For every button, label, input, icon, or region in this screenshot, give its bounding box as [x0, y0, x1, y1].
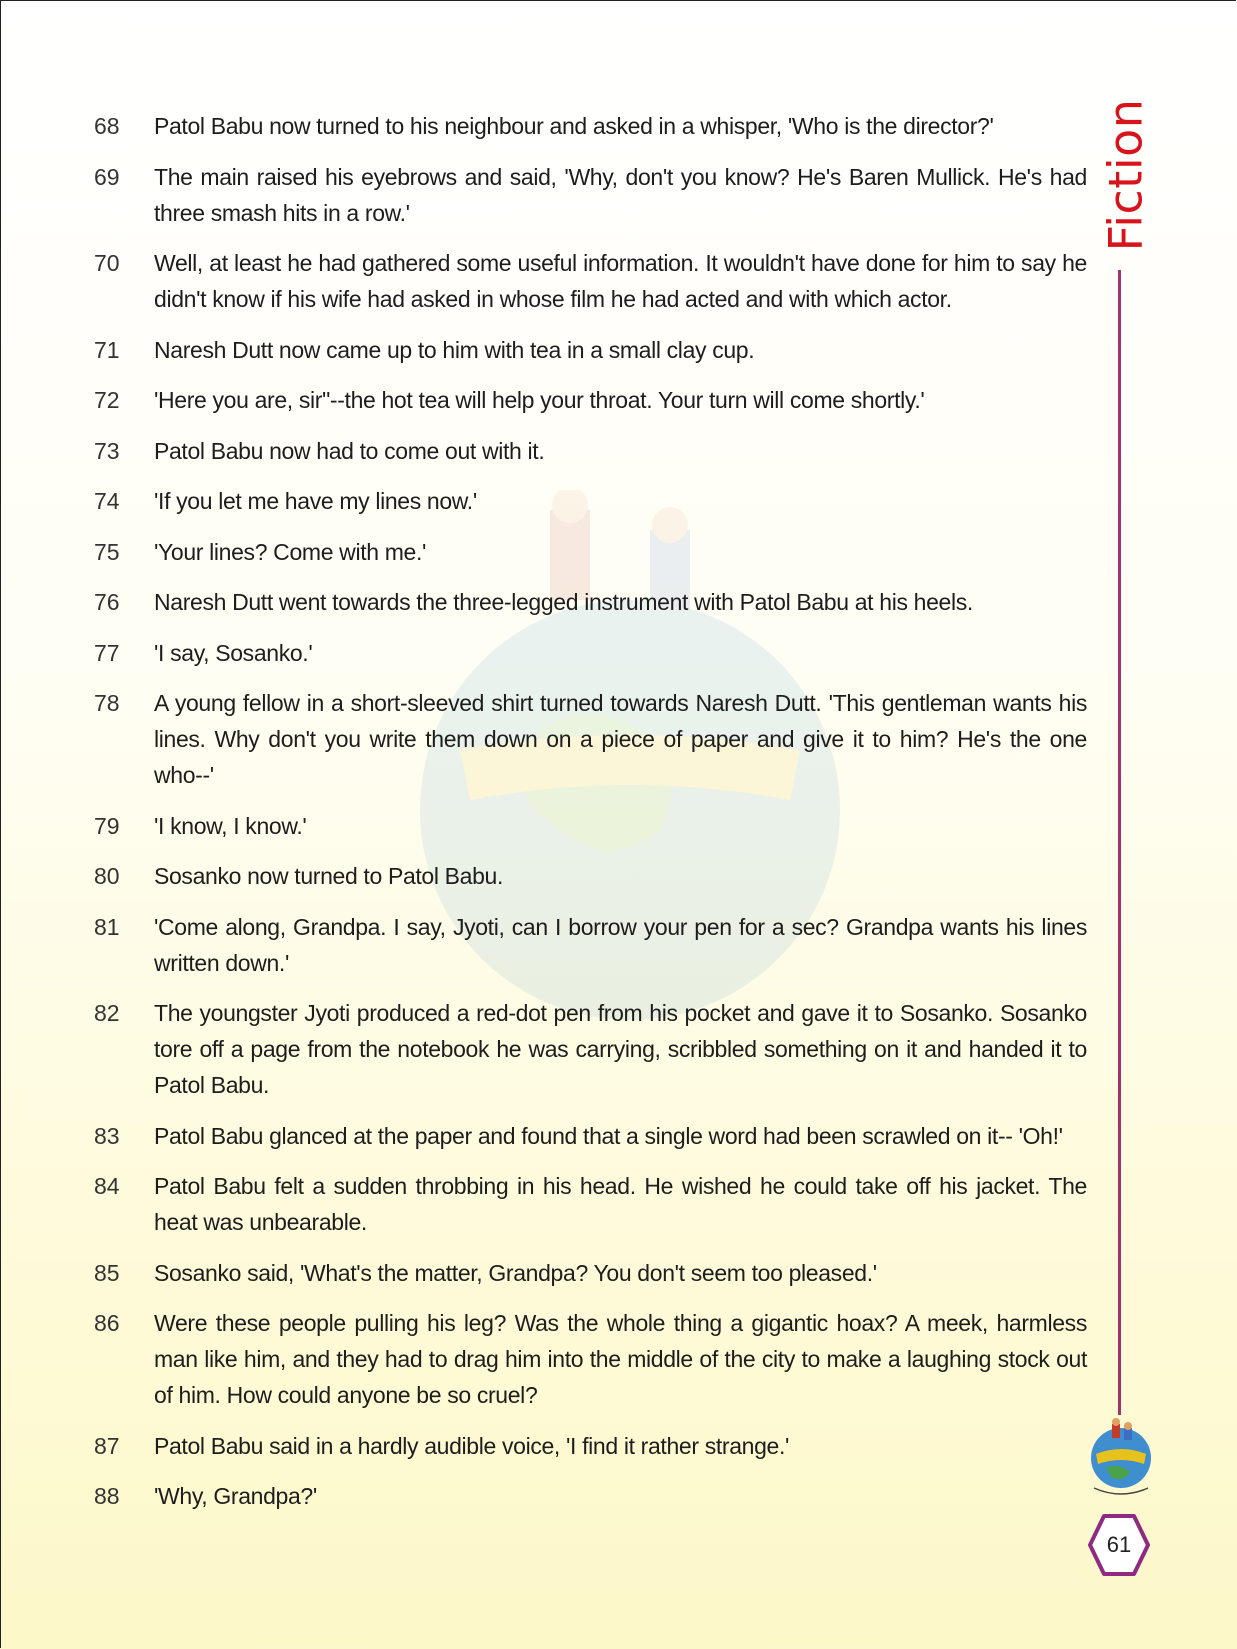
paragraph-number: 68	[94, 113, 120, 139]
paragraph-text: Naresh Dutt now came up to him with tea in a small clay cup.	[154, 336, 755, 363]
paragraph-text: A young fellow in a short-sleeved shirt turned towards Naresh Dutt. 'This gentleman wants his lines. Why don't you write them down on a piece of paper and give it to him? He's the one who--'	[154, 690, 1087, 788]
paragraph	[94, 534, 1087, 570]
paragraph	[94, 108, 1087, 144]
paragraph-text: Sosanko said, 'What's the matter, Grandpa? You don't seem too pleased.'	[154, 1259, 877, 1286]
paragraph-text: Sosanko now turned to Patol Babu.	[154, 863, 504, 889]
paragraph-number: 72	[94, 387, 120, 413]
page-number: 61	[1106, 1532, 1132, 1557]
paragraph-number: 77	[94, 639, 120, 666]
paragraph	[94, 808, 1087, 844]
paragraph-text: 'Why, Grandpa?'	[154, 1483, 317, 1509]
paragraph	[94, 245, 1087, 317]
paragraph	[94, 1168, 1087, 1240]
paragraph-number: 79	[94, 812, 120, 839]
paragraph	[94, 1305, 1087, 1413]
paragraph-number: 69	[94, 163, 120, 190]
cbse-grow-as-you-grow-logo-icon	[1082, 1418, 1160, 1500]
paragraph	[94, 1428, 1087, 1464]
side-rule	[1118, 270, 1121, 1415]
paragraph	[94, 995, 1087, 1103]
paragraph	[94, 635, 1087, 671]
paragraph	[94, 433, 1087, 469]
paragraph	[94, 685, 1087, 793]
paragraph	[94, 382, 1087, 418]
paragraph-number: 88	[94, 1483, 120, 1509]
paragraph-text: Well, at least he had gathered some useful information. It wouldn't have done for him to say he didn't know if his wife had asked in whose film he had acted and with which actor.	[154, 250, 1087, 312]
paragraph-text: 'I say, Sosanko.'	[154, 639, 313, 666]
paragraph-text: Patol Babu felt a sudden throbbing in his head. He wished he could take off his jacket. The heat was unbearable.	[154, 1173, 1087, 1235]
paragraph-text: 'Come along, Grandpa. I say, Jyoti, can I borrow your pen for a sec? Grandpa wants his lines written down.'	[154, 913, 1087, 976]
section-label-text: Fiction	[1098, 98, 1152, 252]
paragraph-number: 85	[94, 1259, 120, 1286]
paragraph-text: The youngster Jyoti produced a red-dot pen from his pocket and gave it to Sosanko. Sosanko tore off a page from the notebook he was carrying, scribbled something on it and handed it to Patol Babu.	[154, 1000, 1087, 1098]
paragraph-number: 78	[94, 690, 120, 716]
paragraph-text: Patol Babu now had to come out with it.	[154, 437, 545, 464]
paragraph-number: 75	[94, 538, 120, 565]
paragraph-number: 81	[94, 913, 120, 940]
paragraph	[94, 159, 1087, 231]
paragraph-number: 82	[94, 1000, 120, 1026]
section-label	[1098, 98, 1152, 252]
paragraph-text: 'Here you are, sir"--the hot tea will help your throat. Your turn will come shortly.'	[154, 387, 925, 413]
paragraph	[94, 1255, 1087, 1291]
paragraph-number: 70	[94, 250, 120, 276]
paragraph-text: Patol Babu glanced at the paper and found that a single word had been scrawled on it-- 'Oh!'	[154, 1122, 1063, 1149]
page-body	[94, 108, 1087, 1529]
paragraph-number: 71	[94, 336, 120, 363]
paragraph-text: 'Your lines? Come with me.'	[154, 538, 427, 565]
paragraph-number: 74	[94, 488, 120, 514]
paragraph-text: The main raised his eyebrows and said, 'Why, don't you know? He's Baren Mullick. He's had three smash hits in a row.'	[154, 163, 1087, 226]
paragraph-text: 'If you let me have my lines now.'	[154, 488, 477, 514]
paragraph-number: 83	[94, 1122, 120, 1149]
paragraph-number: 80	[94, 863, 120, 889]
paragraph-number: 84	[94, 1173, 120, 1199]
paragraph-text: Were these people pulling his leg? Was the whole thing a gigantic hoax? A meek, harmless man like him, and they had to drag him into the middle of the city to make a laughing stock out of him. How could anyone be so cruel?	[154, 1310, 1087, 1408]
paragraph	[94, 1478, 1087, 1514]
paragraph	[94, 858, 1087, 894]
paragraph	[94, 584, 1087, 620]
paragraph-number: 86	[94, 1310, 120, 1336]
paragraph-number: 87	[94, 1432, 120, 1459]
paragraph-text: Patol Babu said in a hardly audible voice, 'I find it rather strange.'	[154, 1432, 790, 1459]
paragraph	[94, 909, 1087, 981]
paragraph	[94, 483, 1087, 519]
paragraph	[94, 332, 1087, 368]
paragraph-text: Patol Babu now turned to his neighbour and asked in a whisper, 'Who is the director?'	[154, 113, 994, 139]
paragraph	[94, 1118, 1087, 1154]
paragraph-text: 'I know, I know.'	[154, 812, 307, 839]
paragraph-number: 73	[94, 437, 120, 464]
paragraph-text: Naresh Dutt went towards the three-legged instrument with Patol Babu at his heels.	[154, 589, 973, 615]
paragraph-number: 76	[94, 589, 120, 615]
